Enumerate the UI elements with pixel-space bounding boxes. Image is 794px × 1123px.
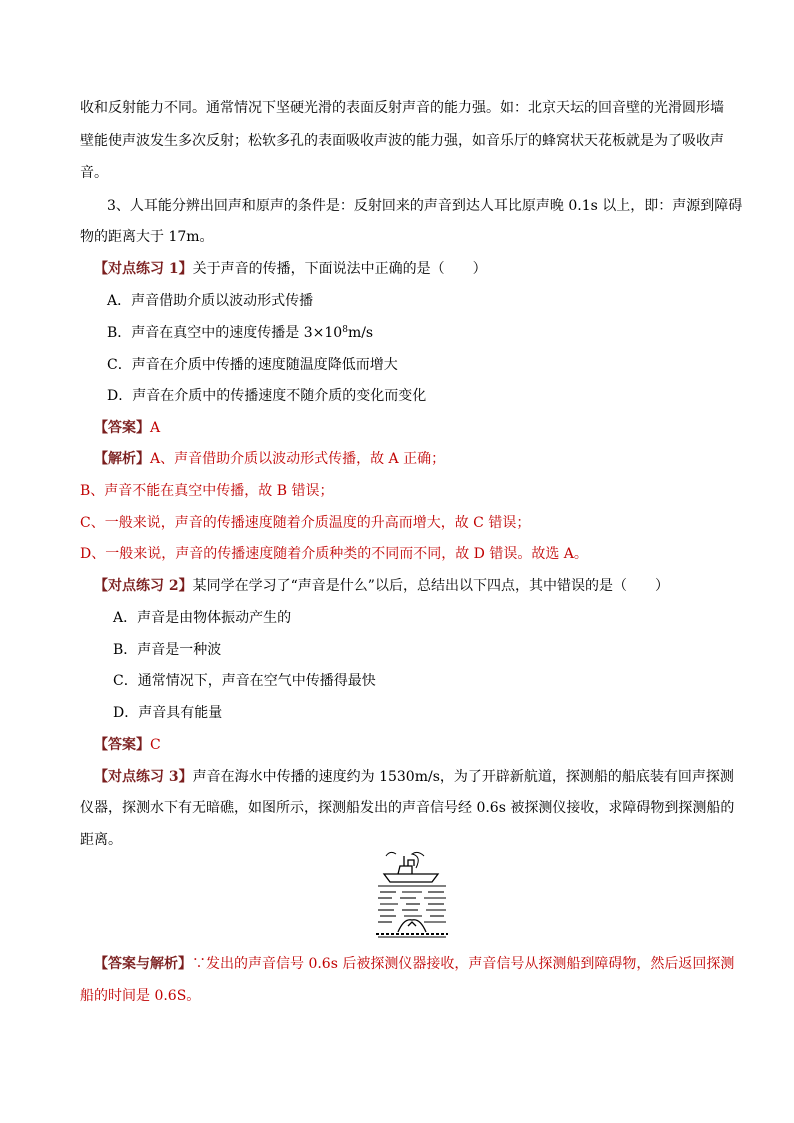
solution-text-1: ∵发出的声音信号 0.6s 后被探测仪器接收，声音信号从探测船到障碍物，然后返回探测 bbox=[192, 956, 735, 972]
exercise-1-option-d: D．声音在介质中的传播速度不随介质的变化而变化 bbox=[107, 388, 427, 404]
exercise-2-option-d: D．声音具有能量 bbox=[113, 705, 223, 721]
analysis-tag: 【解析】 bbox=[94, 451, 150, 467]
exercise-1-tag: 【对点练习 1】 bbox=[94, 261, 193, 277]
option-b-unit: m/s bbox=[347, 325, 374, 341]
exercise-3-solution-line-2: 船的时间是 0.6S。 bbox=[80, 988, 201, 1004]
answer-value: C bbox=[150, 737, 161, 753]
exercise-3-tag: 【对点练习 3】 bbox=[94, 769, 193, 785]
exercise-1-question bbox=[94, 259, 487, 279]
exercise-2-question bbox=[94, 576, 669, 596]
exercise-3-question-line-2: 仪器，探测水下有无暗礁，如图所示，探测船发出的声音信号经 0.6s 被探测仪接收，求障碍物到探测船的 bbox=[80, 800, 735, 816]
intro-line-1: 收和反射能力不同。通常情况下坚硬光滑的表面反射声音的能力强。如：北京天坛的回音壁的光滑圆形墙 bbox=[80, 100, 724, 116]
exercise-2-answer bbox=[94, 735, 161, 755]
answer-tag: 【答案】 bbox=[94, 737, 150, 753]
answer-tag: 【答案】 bbox=[94, 420, 150, 436]
point-3-line-2: 物的距离大于 17m。 bbox=[80, 229, 214, 245]
exercise-2-option-b: B．声音是一种波 bbox=[113, 642, 222, 658]
exercise-1-option-b bbox=[107, 323, 373, 343]
exercise-1-option-c: C．声音在介质中传播的速度随温度降低而增大 bbox=[107, 357, 398, 373]
exercise-1-analysis-line-4: D、一般来说，声音的传播速度随着介质种类的不同而不同，故 D 错误。故选 A。 bbox=[80, 546, 588, 562]
reef-icon bbox=[398, 920, 426, 932]
exercise-1-answer bbox=[94, 418, 160, 438]
exercise-1-option-a: A．声音借助介质以波动形式传播 bbox=[107, 293, 314, 309]
answer-value: A bbox=[150, 420, 161, 436]
exercise-2-question-text: 某同学在学习了“声音是什么”以后，总结出以下四点，其中错误的是（ ） bbox=[192, 578, 669, 594]
option-b-exponent: 8 bbox=[342, 325, 348, 335]
exercise-1-question-text: 关于声音的传播，下面说法中正确的是（ ） bbox=[192, 261, 487, 277]
intro-line-3: 音。 bbox=[80, 165, 108, 181]
seabed bbox=[376, 934, 448, 937]
ship-icon bbox=[384, 852, 438, 882]
exercise-1-analysis-line-3: C、一般来说，声音的传播速度随着介质温度的升高而增大，故 C 错误； bbox=[80, 515, 531, 531]
exercise-2-option-a: A．声音是由物体振动产生的 bbox=[113, 610, 292, 626]
exercise-2-option-c: C．通常情况下，声音在空气中传播得最快 bbox=[113, 673, 376, 689]
exercise-3-question-text: 声音在海水中传播的速度约为 1530m/s，为了开辟新航道，探测船的船底装有回声探测 bbox=[192, 769, 734, 785]
exercise-1-analysis-line-2: B、声音不能在真空中传播，故 B 错误； bbox=[80, 483, 334, 499]
option-b-text: B．声音在真空中的速度传播是 3×10 bbox=[107, 325, 343, 341]
exercise-1-analysis-line-1 bbox=[94, 449, 445, 469]
exercise-3-question-line-1 bbox=[94, 767, 734, 787]
sonar-ship-figure bbox=[372, 848, 452, 943]
sea-waves bbox=[378, 886, 446, 922]
intro-line-2: 壁能使声波发生多次反射；松软多孔的表面吸收声波的能力强，如音乐厅的蜂窝状天花板就是为了吸收声 bbox=[80, 133, 724, 149]
solution-tag: 【答案与解析】 bbox=[94, 956, 192, 972]
exercise-3-question-line-3: 距离。 bbox=[80, 832, 122, 848]
point-3-line-1: 3、人耳能分辨出回声和原声的条件是：反射回来的声音到达人耳比原声晚 0.1s 以上，即：声源到障碍 bbox=[107, 198, 743, 214]
analysis-text-1: A、声音借助介质以波动形式传播，故 A 正确； bbox=[150, 451, 446, 467]
exercise-3-solution-line-1 bbox=[94, 954, 734, 974]
exercise-2-tag: 【对点练习 2】 bbox=[94, 578, 193, 594]
